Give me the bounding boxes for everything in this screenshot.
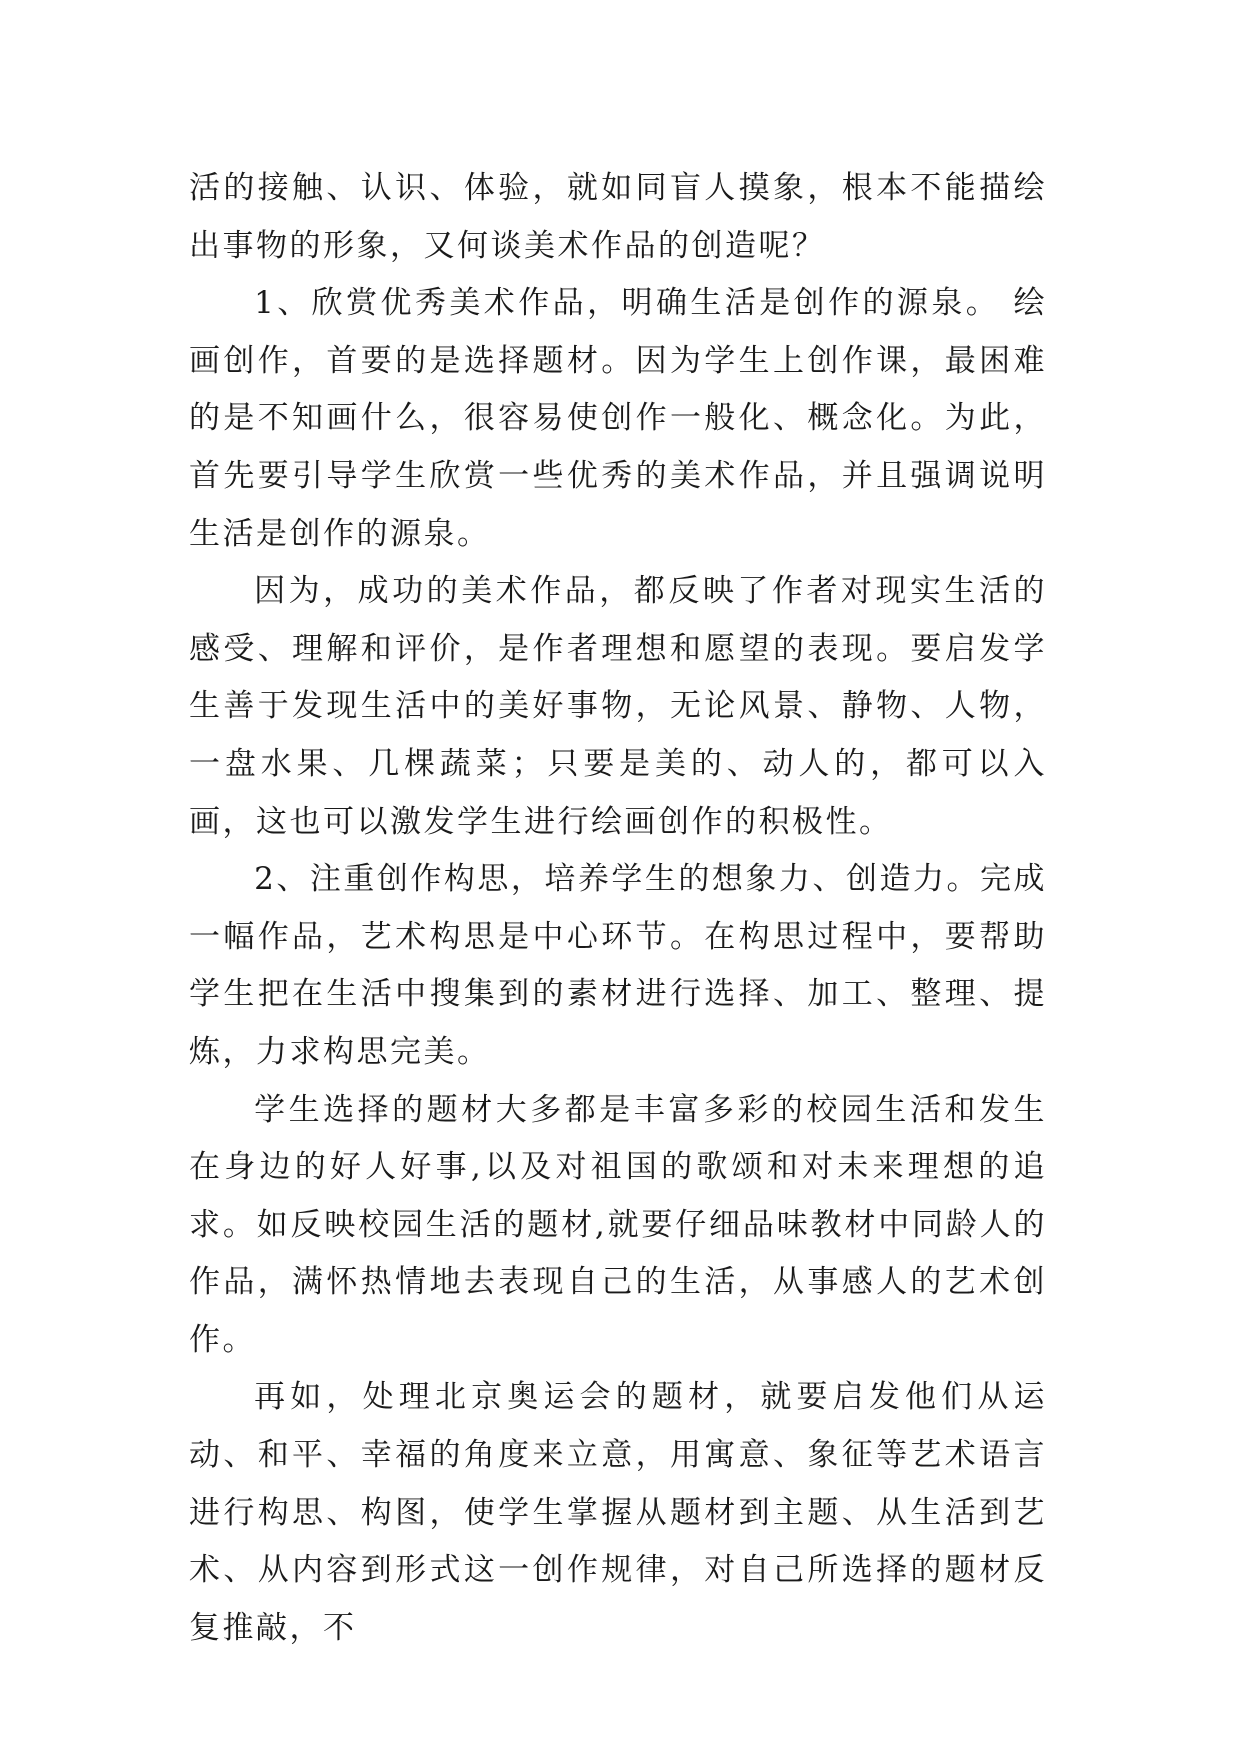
paragraph-5: 学生选择的题材大多都是丰富多彩的校园生活和发生在身边的好人好事,以及对祖国的歌颂和对未来理想的追求。如反映校园生活的题材,就要仔细品味教材中同龄人的作品，满怀热情地去表现自己的生活，从事感人的艺术创作。 [189, 1091, 1047, 1358]
paragraph-1: 活的接触、认识、体验，就如同盲人摸象，根本不能描绘出事物的形象，又何谈美术作品的创造呢？ [189, 170, 1047, 264]
paragraph-3: 因为，成功的美术作品，都反映了作者对现实生活的感受、理解和评价，是作者理想和愿望的表现。要启发学生善于发现生活中的美好事物，无论风景、静物、人物，一盘水果、几棵蔬菜；只要是美的、动人的，都可以入画，这也可以激发学生进行绘画创作的积极性。 [189, 573, 1047, 840]
paragraph-2: 1、欣赏优秀美术作品，明确生活是创作的源泉。 绘画创作，首要的是选择题材。因为学生上创作课，最困难的是不知画什么，很容易使创作一般化、概念化。为此，首先要引导学生欣赏一些优秀的美术作品，并且强调说明生活是创作的源泉。 [189, 285, 1047, 552]
paragraph-4: 2、注重创作构思，培养学生的想象力、创造力。完成一幅作品，艺术构思是中心环节。在构思过程中，要帮助学生把在生活中搜集到的素材进行选择、加工、整理、提炼，力求构思完美。 [189, 861, 1047, 1070]
body-text [189, 160, 1047, 1657]
paragraph-6: 再如，处理北京奥运会的题材，就要启发他们从运动、和平、幸福的角度来立意，用寓意、象征等艺术语言进行构思、构图，使学生掌握从题材到主题、从生活到艺术、从内容到形式这一创作规律，对自己所选择的题材反复推敲，不 [189, 1379, 1047, 1646]
